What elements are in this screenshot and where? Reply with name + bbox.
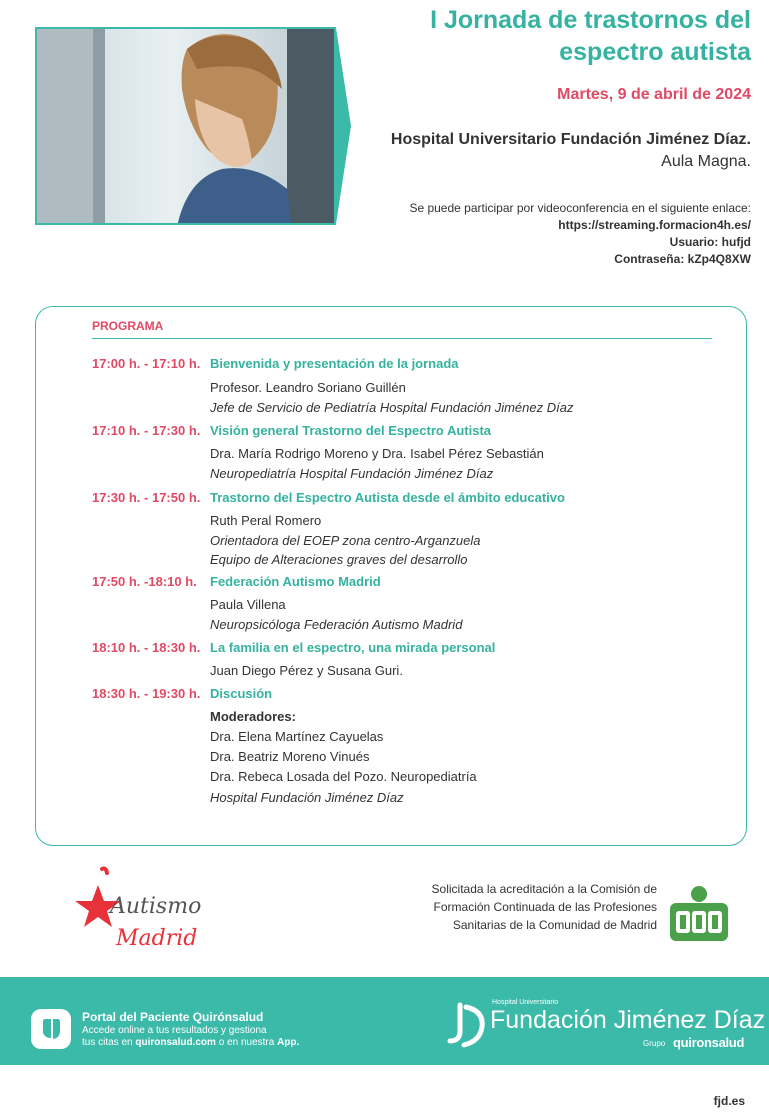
program-heading: PROGRAMA xyxy=(92,319,164,333)
cfc-accreditation-logo xyxy=(668,885,730,943)
event-room: Aula Magna. xyxy=(661,153,751,170)
portal-title: Portal del Paciente Quirónsalud xyxy=(82,1010,264,1024)
session-moderators-label: Moderadores: xyxy=(210,709,296,724)
event-date: Martes, 9 de abril de 2024 xyxy=(557,86,751,103)
session-affiliation: Equipo de Alteraciones graves del desarrollo xyxy=(210,552,468,567)
session-affiliation: Neuropediatría Hospital Fundación Jiménez Díaz xyxy=(210,466,494,481)
session-affiliation: Hospital Fundación Jiménez Díaz xyxy=(210,790,404,805)
portal-subtitle xyxy=(82,1025,299,1049)
session-speaker: Dra. Rebeca Losada del Pozo. Neuropediatría xyxy=(210,769,477,784)
website-link[interactable]: fjd.es xyxy=(713,1094,745,1108)
session-speaker: Paula Villena xyxy=(210,597,286,612)
session-title: Bienvenida y presentación de la jornada xyxy=(210,356,459,371)
autismo-logo-word2: Madrid xyxy=(116,926,198,951)
session-title: Federación Autismo Madrid xyxy=(210,574,381,589)
session-time: 17:30 h. - 17:50 h. xyxy=(92,490,201,505)
session-speaker: Dra. Elena Martínez Cayuelas xyxy=(210,729,384,744)
session-speaker: Profesor. Leandro Soriano Guillén xyxy=(210,380,406,395)
accreditation-line: Solicitada la acreditación a la Comisión de xyxy=(431,882,657,896)
streaming-user: Usuario: hufjd xyxy=(669,235,751,249)
session-title: Discusión xyxy=(210,686,273,701)
autismo-logo-word1: Autismo xyxy=(110,894,202,919)
session-affiliation: Orientadora del EOEP zona centro-Arganzuela xyxy=(210,533,481,548)
session-time: 17:50 h. -18:10 h. xyxy=(92,574,197,589)
session-speaker: Juan Diego Pérez y Susana Guri. xyxy=(210,663,403,678)
event-title-line-2: espectro autista xyxy=(559,38,751,66)
session-time: 17:00 h. - 17:10 h. xyxy=(92,356,201,371)
fjd-brand-part: Fundación xyxy=(490,1006,614,1034)
footer-banner xyxy=(0,977,769,1065)
session-speaker: Ruth Peral Romero xyxy=(210,513,322,528)
boy-at-window-image xyxy=(37,29,336,225)
accreditation-line: Formación Continuada de las Profesiones xyxy=(433,900,657,914)
event-title-line-1: I Jornada de trastornos del xyxy=(430,6,751,34)
portal-subtitle-line1: Accede online a tus resultados y gestiona xyxy=(82,1025,267,1036)
event-hospital: Hospital Universitario Fundación Jiménez Díaz. xyxy=(390,131,751,148)
leaf-icon xyxy=(31,1009,71,1049)
session-title: La familia en el espectro, una mirada personal xyxy=(210,640,496,655)
session-time: 17:10 h. - 17:30 h. xyxy=(92,423,201,438)
autismo-madrid-logo xyxy=(62,865,218,955)
accreditation-line: Sanitarias de la Comunidad de Madrid xyxy=(452,918,657,932)
portal-subtitle-text: o en nuestra xyxy=(215,1037,278,1048)
fjd-group-label: Grupo xyxy=(643,1039,666,1048)
accreditation-text xyxy=(397,880,657,934)
session-time: 18:30 h. - 19:30 h. xyxy=(92,686,201,701)
quironsalud-link[interactable]: quironsalud.com xyxy=(135,1037,216,1048)
fjd-brand-name xyxy=(490,1005,765,1035)
portal-app-icon[interactable] xyxy=(31,1009,71,1049)
session-title: Visión general Trastorno del Espectro Autista xyxy=(210,423,492,438)
session-time: 18:10 h. - 18:30 h. xyxy=(92,640,201,655)
event-title xyxy=(361,4,751,68)
session-speaker: Dra. María Rodrigo Moreno y Dra. Isabel Pérez Sebastián xyxy=(210,446,544,461)
streaming-info xyxy=(409,200,751,268)
header-photo xyxy=(35,27,336,225)
session-affiliation: Neuropsicóloga Federación Autismo Madrid xyxy=(210,617,463,632)
fjd-emblem-icon xyxy=(440,1001,488,1049)
program-divider xyxy=(92,338,712,339)
session-speaker: Dra. Beatriz Moreno Vinués xyxy=(210,749,370,764)
streaming-url-link[interactable]: https://streaming.formacion4h.es/ xyxy=(558,218,751,232)
app-link[interactable]: App. xyxy=(277,1037,300,1048)
program-box xyxy=(35,306,747,846)
streaming-password: Contraseña: kZp4Q8XW xyxy=(614,252,751,266)
fjd-brand-part: Jiménez Díaz xyxy=(613,1006,766,1034)
quironsalud-wordmark: quironsalud xyxy=(673,1035,745,1050)
streaming-intro: Se puede participar por videoconferencia en el siguiente enlace: xyxy=(409,201,751,215)
session-title: Trastorno del Espectro Autista desde el ámbito educativo xyxy=(210,490,565,505)
session-affiliation: Jefe de Servicio de Pediatría Hospital Fundación Jiménez Díaz xyxy=(210,400,574,415)
photo-arrow-decoration xyxy=(336,28,351,224)
fjd-hospital-label: Hospital Universitario xyxy=(492,999,559,1006)
portal-subtitle-text: tus citas en xyxy=(82,1037,136,1048)
